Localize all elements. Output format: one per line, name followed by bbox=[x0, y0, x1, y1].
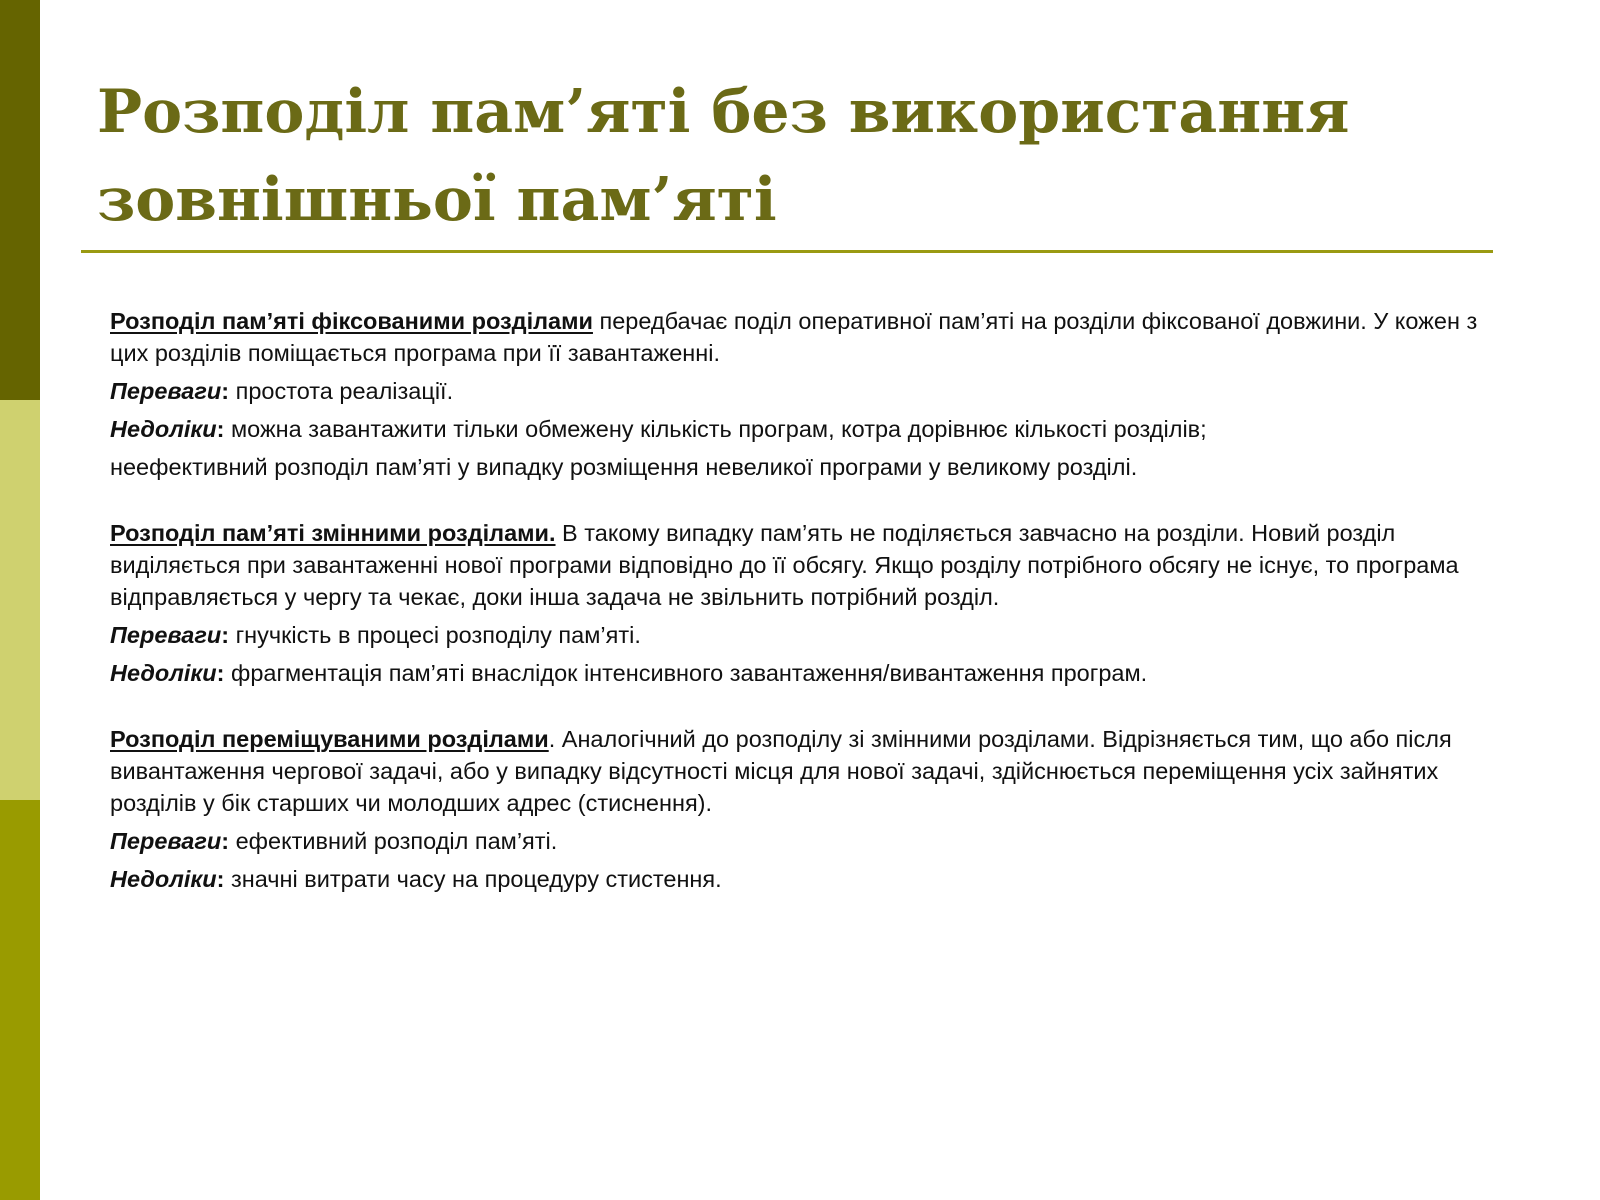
section-description-text: передбачає поділ оперативної пам’яті на розділи фіксованої довжини. У кожен з цих розділів поміщається програма при її завантаженні. bbox=[110, 308, 1478, 366]
advantages-text: простота реалізації. bbox=[229, 378, 454, 404]
section-variable-partitions bbox=[110, 517, 1510, 689]
advantages-text: ефективний розподіл пам’яті. bbox=[229, 828, 558, 854]
decorative-sidebar bbox=[0, 0, 40, 1200]
disadvantages-label: Недоліки bbox=[110, 660, 217, 686]
section-description bbox=[110, 723, 1510, 819]
sidebar-segment-light bbox=[0, 400, 40, 800]
disadvantages-extra-line: неефективний розподіл пам’яті у випадку розміщення невеликої програми у великому розділі. bbox=[110, 454, 1138, 480]
sidebar-segment-dark bbox=[0, 0, 40, 400]
section-fixed-partitions bbox=[110, 305, 1510, 483]
section-description bbox=[110, 517, 1510, 613]
disadvantages-label: Недоліки bbox=[110, 866, 217, 892]
advantages-label: Переваги bbox=[110, 828, 222, 854]
disadvantages-label: Недоліки bbox=[110, 416, 217, 442]
section-term: Розподіл пам’яті фіксованими розділами bbox=[110, 308, 593, 334]
section-description bbox=[110, 305, 1510, 369]
sidebar-segment-olive bbox=[0, 800, 40, 1200]
advantages-line: Переваги: гнучкість в процесі розподілу пам’яті. bbox=[110, 622, 641, 648]
section-term: Розподіл пам’яті змінними розділами. bbox=[110, 520, 556, 546]
disadvantages-text: можна завантажити тільки обмежену кількість програм, котра дорівнює кількості розділів; bbox=[224, 416, 1207, 442]
disadvantages-line: Недоліки: фрагментація пам’яті внаслідок інтенсивного завантаження/вивантаження програм. bbox=[110, 660, 1148, 686]
slide-title: Розподіл пам’яті без використання зовнішньої пам’яті bbox=[97, 77, 1350, 235]
advantages-line: Переваги: ефективний розподіл пам’яті. bbox=[110, 828, 558, 854]
section-term: Розподіл переміщуваними розділами bbox=[110, 726, 549, 752]
slide-content bbox=[110, 305, 1510, 929]
disadvantages-line: Недоліки: можна завантажити тільки обмежену кількість програм, котра дорівнює кількості розділів; bbox=[110, 416, 1207, 442]
advantages-label: Переваги bbox=[110, 378, 222, 404]
title-divider bbox=[81, 250, 1493, 253]
disadvantages-text: фрагментація пам’яті внаслідок інтенсивного завантаження/вивантаження програм. bbox=[224, 660, 1148, 686]
section-description-text: . Аналогічний до розподілу зі змінними розділами. Відрізняється тим, що або після вивантаження чергової задачі, або у випадку відсутності місця для нової задачі, здійснюється переміщення усіх зайнятих розділів у бік старших чи молодших адрес (стиснення). bbox=[110, 726, 1452, 816]
disadvantages-line: Недоліки: значні витрати часу на процедуру стистення. bbox=[110, 866, 722, 892]
section-relocatable-partitions bbox=[110, 723, 1510, 895]
section-description-text: В такому випадку пам’ять не поділяється завчасно на розділи. Новий розділ виділяється при завантаженні нової програми відповідно до її обсягу. Якщо розділу потрібного обсягу не існує, то програма відправляється у чергу та чекає, доки інша задача не звільнить потрібний розділ. bbox=[110, 520, 1459, 610]
disadvantages-text: значні витрати часу на процедуру стистення. bbox=[224, 866, 722, 892]
advantages-line: Переваги: простота реалізації. bbox=[110, 378, 454, 404]
advantages-text: гнучкість в процесі розподілу пам’яті. bbox=[229, 622, 641, 648]
advantages-label: Переваги bbox=[110, 622, 222, 648]
